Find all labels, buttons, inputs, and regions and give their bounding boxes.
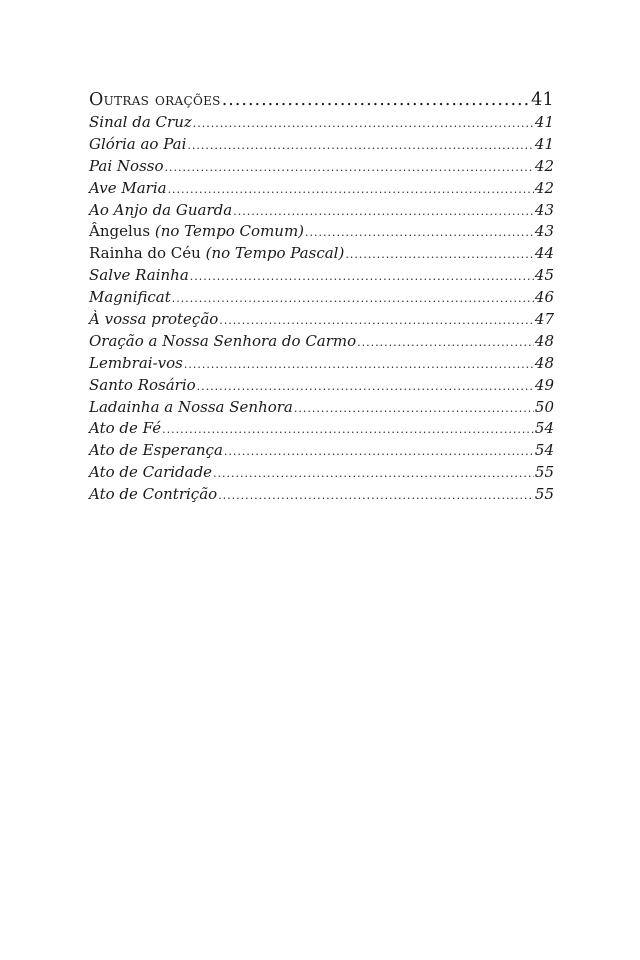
toc-entry-title <box>89 397 293 419</box>
toc-entry-page-number: 55 <box>534 463 554 482</box>
toc-entry-page-number: 48 <box>534 353 554 372</box>
toc-entry <box>89 134 554 156</box>
toc-entry-title <box>89 156 164 178</box>
toc-entry <box>89 178 554 200</box>
toc-entry-page-number: 41 <box>534 134 554 153</box>
dot-leader <box>168 179 534 201</box>
toc-entry-title <box>89 309 218 331</box>
toc-entry <box>89 287 554 309</box>
toc-entry-title <box>89 178 167 200</box>
dot-leader <box>172 288 534 310</box>
table-of-contents <box>89 88 554 506</box>
toc-entry-title <box>89 462 212 484</box>
toc-entry-title-part: Ao Anjo da Guarda <box>89 200 233 219</box>
toc-entry-title <box>89 353 183 375</box>
toc-entry-page-number: 44 <box>534 244 554 263</box>
dot-leader <box>233 201 534 223</box>
toc-entry-title-part: Glória ao Pai <box>89 134 187 153</box>
dot-leader <box>294 398 534 420</box>
toc-entry-title <box>89 200 232 222</box>
toc-entry-title-part: Santo Rosário <box>89 375 196 394</box>
toc-entry-page-number: 54 <box>534 419 554 438</box>
toc-entry-title-part: (no Tempo Comum) <box>154 222 305 241</box>
dot-leader <box>197 376 534 398</box>
dot-leader <box>190 266 534 288</box>
toc-entry-page-number: 54 <box>534 441 554 460</box>
toc-entry <box>89 200 554 222</box>
toc-entry-page-number: 46 <box>534 288 554 307</box>
dot-leader <box>218 485 534 507</box>
dot-leader <box>213 463 534 485</box>
toc-entry-list <box>89 112 554 506</box>
toc-entry <box>89 375 554 397</box>
toc-entry <box>89 462 554 484</box>
dot-leader <box>187 135 534 157</box>
section-title: Outras orações <box>89 90 221 110</box>
toc-section-heading <box>89 88 554 112</box>
dot-leader <box>222 88 530 112</box>
section-page-number: 41 <box>531 90 554 110</box>
toc-entry-title <box>89 287 171 309</box>
toc-entry-title-part: Ângelus <box>89 222 155 241</box>
toc-entry-title <box>89 331 356 353</box>
toc-entry-title <box>89 440 223 462</box>
toc-entry-page-number: 47 <box>534 310 554 329</box>
toc-entry-title <box>89 484 217 506</box>
toc-entry-title-part: Ato de Caridade <box>89 463 213 482</box>
toc-entry-title-part: Lembrai-vos <box>89 353 183 372</box>
toc-entry <box>89 440 554 462</box>
toc-entry <box>89 265 554 287</box>
toc-entry <box>89 353 554 375</box>
toc-entry-title-part: Salve Rainha <box>89 266 189 285</box>
toc-entry-title-part: Ato de Fé <box>89 419 162 438</box>
toc-entry-page-number: 55 <box>534 485 554 504</box>
toc-entry <box>89 397 554 419</box>
dot-leader <box>193 113 534 135</box>
toc-entry-title-part: Oração a Nossa Senhora do Carmo <box>89 331 357 350</box>
toc-entry-title-part: Ladainha a Nossa Senhora <box>89 397 293 416</box>
toc-entry-title <box>89 243 344 265</box>
toc-entry <box>89 331 554 353</box>
toc-entry-title-part: Ave Maria <box>89 178 167 197</box>
dot-leader <box>305 222 534 244</box>
toc-entry-title-part: Pai Nosso <box>89 156 164 175</box>
toc-entry <box>89 112 554 134</box>
toc-entry-title <box>89 221 304 243</box>
dot-leader <box>162 419 534 441</box>
dot-leader <box>357 332 534 354</box>
toc-entry-page-number: 43 <box>534 222 554 241</box>
toc-entry-page-number: 45 <box>534 266 554 285</box>
toc-entry-page-number: 50 <box>534 397 554 416</box>
toc-entry-title-part: Rainha do Céu <box>89 244 206 263</box>
toc-entry-title <box>89 265 189 287</box>
toc-entry <box>89 243 554 265</box>
toc-entry-title <box>89 375 196 397</box>
toc-entry <box>89 156 554 178</box>
toc-entry-title-part: Ato de Esperança <box>89 441 223 460</box>
toc-entry-page-number: 41 <box>534 113 554 131</box>
toc-entry-title <box>89 418 161 440</box>
toc-entry-page-number: 43 <box>534 200 554 219</box>
toc-entry-title-part: Magnificat <box>89 288 171 307</box>
toc-entry-page-number: 48 <box>534 331 554 350</box>
toc-entry-title-part: À vossa proteção <box>89 310 219 329</box>
toc-entry-title-part: (no Tempo Pascal) <box>205 244 345 263</box>
dot-leader <box>224 441 534 463</box>
toc-entry <box>89 309 554 331</box>
dot-leader <box>184 354 534 376</box>
toc-entry <box>89 221 554 243</box>
toc-entry-title <box>89 112 192 134</box>
toc-entry-page-number: 42 <box>534 156 554 175</box>
toc-entry <box>89 484 554 506</box>
toc-entry-title-part: Ato de Contrição <box>89 485 218 504</box>
toc-entry <box>89 418 554 440</box>
toc-entry-page-number: 42 <box>534 178 554 197</box>
dot-leader <box>219 310 534 332</box>
toc-entry-page-number: 49 <box>534 375 554 394</box>
toc-entry-title <box>89 134 186 156</box>
dot-leader <box>345 244 534 266</box>
dot-leader <box>165 157 534 179</box>
toc-entry-title-part: Sinal da Cruz <box>89 113 192 131</box>
